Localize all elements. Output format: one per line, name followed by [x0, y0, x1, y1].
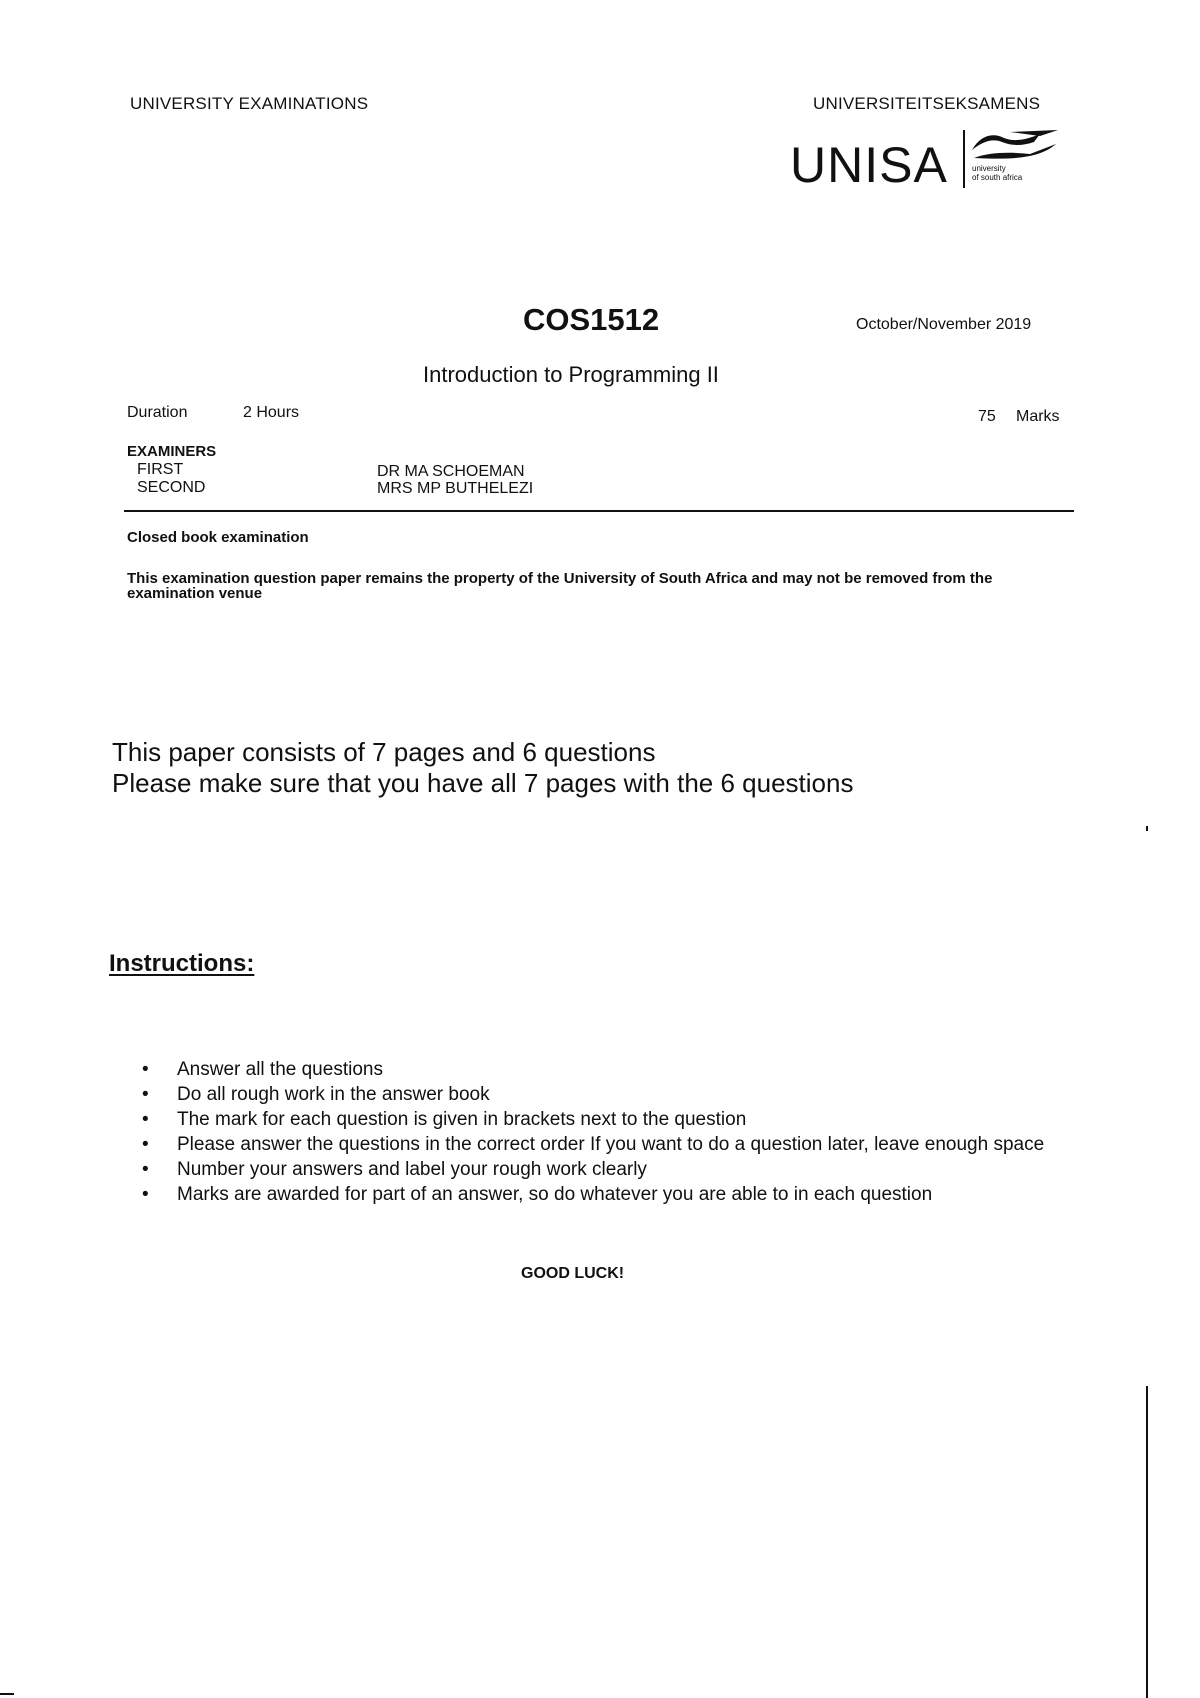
- examiner-first-name: DR MA SCHOEMAN: [377, 463, 525, 480]
- header-divider: [124, 510, 1074, 512]
- page-check-line: Please make sure that you have all 7 pages with the 6 questions: [112, 768, 854, 798]
- scan-edge-line: [1146, 1386, 1148, 1698]
- property-note: This examination question paper remains the property of the University of South Africa and may not be removed from the examination venue: [127, 570, 993, 602]
- marks-value: 75: [978, 408, 996, 425]
- examiner-second-name: MRS MP BUTHELEZI: [377, 480, 534, 497]
- examiner-first-label: FIRST: [137, 461, 184, 478]
- list-item: • Marks are awarded for part of an answer, so do whatever you are able to in each question: [130, 1182, 1080, 1207]
- list-item: • Answer all the questions: [130, 1057, 1080, 1082]
- instructions-list: [130, 1057, 1080, 1207]
- page-count-line: This paper consists of 7 pages and 6 questions: [112, 737, 656, 767]
- course-code: COS1512: [523, 302, 660, 337]
- logo-divider: [963, 130, 965, 188]
- examiners-label: EXAMINERS: [127, 443, 217, 460]
- list-item: • Do all rough work in the answer book: [130, 1082, 1080, 1107]
- marks-label: Marks: [1016, 408, 1060, 425]
- duration-value: 2 Hours: [243, 404, 300, 421]
- header-left: UNIVERSITY EXAMINATIONS: [130, 94, 369, 113]
- course-title: Introduction to Programming II: [423, 362, 719, 387]
- header-right: UNIVERSITEITSEKSAMENS: [813, 94, 1041, 113]
- list-item: • Please answer the questions in the correct order If you want to do a question later, leave enough space: [130, 1132, 1080, 1157]
- examiner-second-label: SECOND: [137, 479, 206, 496]
- exam-session: October/November 2019: [856, 316, 1032, 333]
- list-item: • Number your answers and label your rough work clearly: [130, 1157, 1080, 1182]
- logo-tagline-2: of south africa: [972, 173, 1023, 182]
- duration-label: Duration: [127, 404, 188, 421]
- unisa-emblem-icon: [970, 128, 1060, 162]
- scan-mark: [0, 1693, 14, 1695]
- logo-tagline-1: university: [972, 164, 1006, 173]
- closed-book-note: Closed book examination: [127, 529, 309, 546]
- list-item: • The mark for each question is given in brackets next to the question: [130, 1107, 1080, 1132]
- closing-message: GOOD LUCK!: [521, 1265, 625, 1282]
- scan-dot: [1146, 826, 1148, 831]
- logo-wordmark: UNISA: [790, 137, 948, 193]
- instructions-title: Instructions:: [109, 950, 255, 977]
